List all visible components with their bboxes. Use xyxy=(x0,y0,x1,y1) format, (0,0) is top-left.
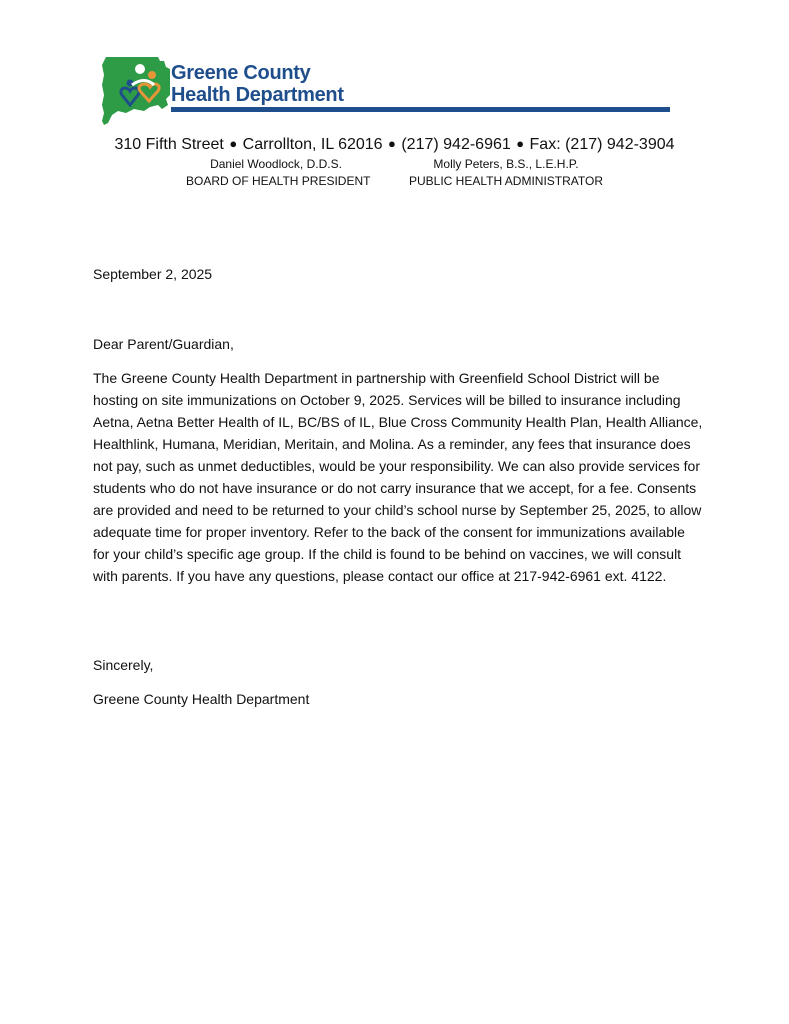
bullet-icon: ● xyxy=(516,136,525,151)
county-map-family-logo xyxy=(100,55,180,127)
letterhead-rule xyxy=(171,107,670,112)
official-left-title: BOARD OF HEALTH PRESIDENT xyxy=(186,174,371,188)
official-left-name: Daniel Woodlock, D.D.S. xyxy=(210,157,342,171)
official-right xyxy=(406,156,606,190)
org-name xyxy=(171,62,344,106)
address-city: Carrollton, IL 62016 xyxy=(242,136,383,153)
letter-body: The Greene County Health Department in partnership with Greenfield School District will be hosting on site immunizations on October 9, 2025. Services will be billed to insurance including Aetna, Aetna Better Health of IL, BC/BS of IL, Blue Cross Community Health Plan, Health Alliance, Healthlink, Humana, Meridian, Meritain, and Molina. As a reminder, any fees that insurance does not pay, such as unmet deductibles, would be your responsibility. We can also provide services for students who do not have insurance or do not carry insurance that we accept, for a fee. Consents are provided and need to be returned to your child’s school nurse by September 25, 2025, to allow adequate time for proper inventory. Refer to the back of the consent for immunizations available for your child’s specific age group. If the child is found to be behind on vaccines, we will consult with parents. If you have any questions, please contact our office at 217-942-6961 ext. 4122. xyxy=(93,370,703,584)
letter-closing: Sincerely, xyxy=(93,657,154,673)
org-name-line2: Health Department xyxy=(171,84,344,106)
letter-date: September 2, 2025 xyxy=(93,266,213,282)
official-right-name: Molly Peters, B.S., L.E.H.P. xyxy=(433,157,579,171)
phone-number: (217) 942-6961 xyxy=(401,136,511,153)
bullet-icon: ● xyxy=(229,136,238,151)
address-line xyxy=(0,134,789,155)
fax-number: Fax: (217) 942-3904 xyxy=(529,136,675,153)
letter-salutation: Dear Parent/Guardian, xyxy=(93,336,234,352)
address-street: 310 Fifth Street xyxy=(114,136,224,153)
org-name-line1: Greene County xyxy=(171,62,311,84)
bullet-icon: ● xyxy=(388,136,396,151)
official-left xyxy=(186,156,371,190)
letter-signature: Greene County Health Department xyxy=(93,691,310,707)
official-right-title: PUBLIC HEALTH ADMINISTRATOR xyxy=(408,174,604,188)
